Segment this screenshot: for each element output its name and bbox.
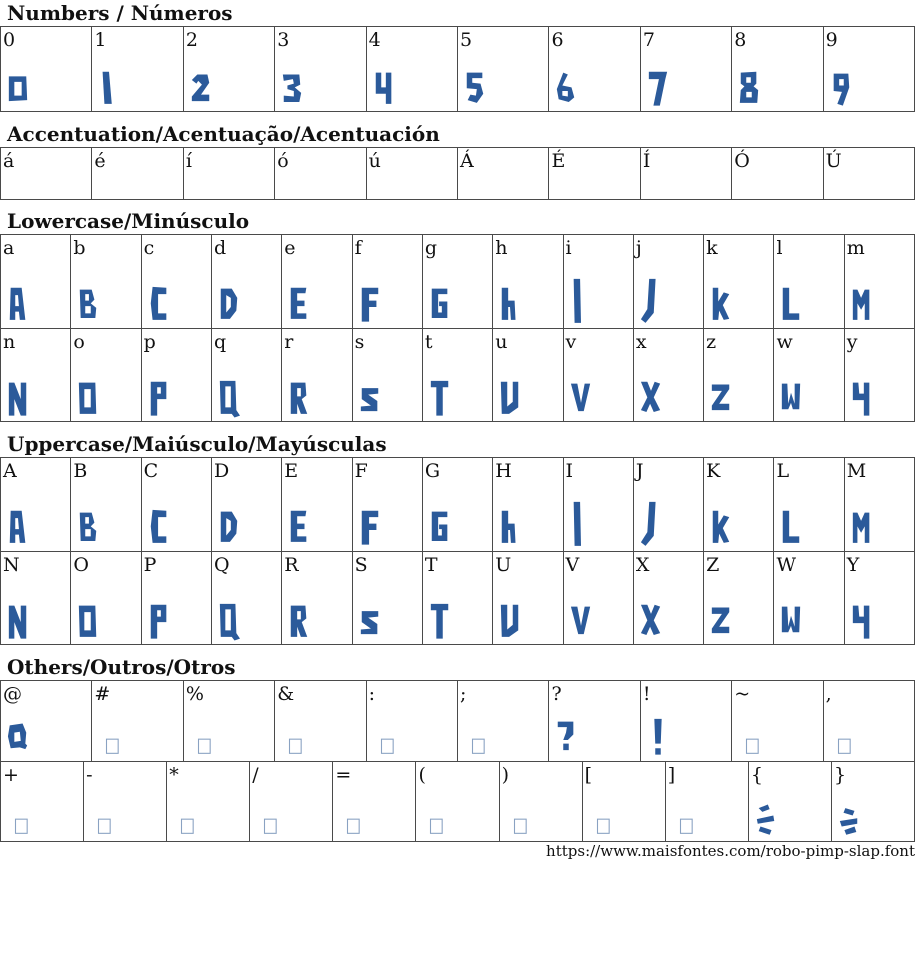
- glyph-sample: [218, 285, 240, 324]
- glyph-cell: [212, 329, 282, 423]
- glyph-cell: [493, 552, 563, 646]
- missing-glyph-icon: [287, 723, 307, 757]
- glyph-label: D: [213, 460, 230, 482]
- glyph-sample: [710, 508, 732, 547]
- glyph-label: i: [565, 237, 572, 259]
- glyph-sample: [7, 718, 29, 757]
- glyph-cell: [493, 235, 563, 329]
- glyph-cell: [774, 329, 844, 423]
- glyph-label: m: [846, 237, 865, 259]
- glyph-cell: [282, 552, 352, 646]
- glyph-sample: [359, 379, 381, 418]
- glyph-sample: [499, 285, 521, 324]
- glyph-cell: [275, 27, 366, 112]
- glyph-label: ,: [825, 683, 832, 705]
- glyph-label: +: [3, 763, 19, 786]
- glyph-cell: [142, 235, 212, 329]
- glyph-label: -: [86, 763, 93, 786]
- glyph-cell: [749, 762, 832, 843]
- glyph-sample: [640, 379, 662, 418]
- glyph-label: 4: [368, 29, 381, 51]
- glyph-label: E: [284, 460, 299, 482]
- accentuation-grid: [0, 147, 915, 200]
- glyph-label: U: [495, 553, 512, 576]
- glyph-cell: [549, 148, 640, 200]
- glyph-label: *: [169, 763, 179, 786]
- glyph-sample: [77, 285, 99, 324]
- glyph-cell: [774, 552, 844, 646]
- glyph-sample: [77, 508, 99, 547]
- glyph-cell: [1, 458, 71, 552]
- glyph-sample: [780, 508, 802, 547]
- glyph-cell: [353, 235, 423, 329]
- glyph-cell: [666, 762, 749, 843]
- glyph-cell: [641, 681, 732, 762]
- glyph-sample: [647, 69, 669, 108]
- glyph-sample: [780, 379, 802, 418]
- glyph-sample: [640, 278, 662, 324]
- glyph-label: I: [565, 460, 574, 482]
- glyph-cell: [92, 148, 183, 200]
- glyph-cell: [1, 552, 71, 646]
- glyph-label: Ó: [734, 150, 750, 172]
- glyph-label: 9: [825, 29, 838, 51]
- glyph-label: }: [833, 763, 847, 786]
- missing-glyph-icon: [428, 803, 448, 837]
- glyph-label: C: [143, 460, 159, 482]
- glyph-cell: [184, 148, 275, 200]
- missing-glyph-icon: [836, 723, 856, 757]
- glyph-cell: [704, 552, 774, 646]
- glyph-sample: [555, 69, 577, 108]
- glyph-cell: [1, 148, 92, 200]
- glyph-cell: [167, 762, 250, 843]
- glyph-cell: [824, 681, 915, 762]
- glyph-cell: [212, 458, 282, 552]
- others-grid: [0, 680, 915, 842]
- glyph-label: X: [635, 553, 650, 576]
- glyph-sample: [570, 379, 592, 418]
- numbers-grid: [0, 26, 915, 112]
- glyph-cell: [84, 762, 167, 843]
- glyph-label: A: [3, 460, 17, 482]
- glyph-sample: [373, 69, 395, 108]
- glyph-label: (: [418, 763, 426, 786]
- glyph-cell: [641, 27, 732, 112]
- missing-glyph-icon: [179, 803, 199, 837]
- missing-glyph-icon: [595, 803, 615, 837]
- glyph-sample: [570, 278, 592, 324]
- glyph-cell: [282, 329, 352, 423]
- glyph-label: !: [642, 683, 651, 705]
- glyph-cell: [367, 148, 458, 200]
- glyph-label: b: [73, 237, 86, 259]
- glyph-cell: [367, 27, 458, 112]
- glyph-label: t: [424, 330, 433, 353]
- glyph-label: w: [776, 330, 793, 353]
- glyph-sample: [464, 69, 486, 108]
- glyph-label: r: [284, 330, 294, 353]
- glyph-label: W: [776, 553, 796, 576]
- glyph-sample: [148, 379, 170, 418]
- glyph-label: ú: [368, 150, 381, 172]
- glyph-cell: [142, 552, 212, 646]
- glyph-sample: [148, 602, 170, 641]
- glyph-sample: [7, 379, 29, 418]
- glyph-sample: [359, 602, 381, 641]
- glyph-sample: [499, 379, 521, 418]
- glyph-label: u: [495, 330, 508, 353]
- glyph-cell: [500, 762, 583, 843]
- glyph-cell: [92, 27, 183, 112]
- glyph-cell: [824, 148, 915, 200]
- glyph-sample: [640, 501, 662, 547]
- glyph-cell: [564, 235, 634, 329]
- uppercase-grid: [0, 457, 915, 645]
- glyph-label: c: [143, 237, 155, 259]
- glyph-sample: [851, 508, 873, 547]
- glyph-label: [: [584, 763, 593, 786]
- glyph-sample: [218, 508, 240, 547]
- glyph-label: /: [252, 763, 259, 786]
- glyph-cell: [423, 552, 493, 646]
- font-source-link[interactable]: https://www.maisfontes.com/robo-pimp-slap.font: [546, 842, 915, 860]
- missing-glyph-icon: [96, 803, 116, 837]
- glyph-label: G: [424, 460, 441, 482]
- glyph-cell: [184, 681, 275, 762]
- glyph-cell: [353, 458, 423, 552]
- glyph-label: V: [565, 553, 580, 576]
- glyph-sample: [218, 602, 240, 641]
- glyph-cell: [549, 681, 640, 762]
- glyph-label: {: [750, 763, 763, 786]
- glyph-cell: [845, 458, 915, 552]
- glyph-cell: [774, 235, 844, 329]
- glyph-cell: [845, 329, 915, 423]
- glyph-sample: [640, 602, 662, 641]
- missing-glyph-icon: [470, 723, 490, 757]
- glyph-label: ~: [734, 683, 751, 705]
- glyph-cell: [493, 458, 563, 552]
- glyph-row: [1, 235, 915, 329]
- glyph-cell: [845, 235, 915, 329]
- glyph-sample: [77, 602, 99, 641]
- glyph-cell: [732, 27, 823, 112]
- glyph-sample: [429, 508, 451, 547]
- glyph-label: a: [3, 237, 15, 259]
- glyph-label: ;: [460, 683, 467, 705]
- glyph-sample: [830, 69, 852, 108]
- glyph-label: ): [501, 763, 509, 786]
- missing-glyph-icon: [512, 803, 532, 837]
- glyph-sample: [288, 602, 310, 641]
- glyph-label: Í: [642, 150, 651, 172]
- glyph-sample: [555, 718, 577, 757]
- glyph-label: p: [143, 330, 156, 353]
- glyph-label: Á: [460, 150, 474, 172]
- glyph-sample: [499, 508, 521, 547]
- glyph-cell: [564, 329, 634, 423]
- glyph-label: j: [635, 237, 642, 259]
- glyph-cell: [774, 458, 844, 552]
- glyph-cell: [353, 329, 423, 423]
- glyph-sample: [570, 602, 592, 641]
- glyph-label: y: [846, 330, 858, 353]
- glyph-cell: [634, 552, 704, 646]
- glyph-label: 8: [734, 29, 747, 51]
- glyph-sample: [429, 285, 451, 324]
- missing-glyph-icon: [104, 723, 124, 757]
- glyph-label: x: [635, 330, 647, 353]
- glyph-label: T: [424, 553, 438, 576]
- glyph-sample: [359, 508, 381, 547]
- glyph-label: o: [73, 330, 85, 353]
- missing-glyph-icon: [678, 803, 698, 837]
- glyph-sample: [429, 379, 451, 418]
- glyph-sample: [148, 285, 170, 324]
- glyph-cell: [493, 329, 563, 423]
- glyph-cell: [549, 27, 640, 112]
- missing-glyph-icon: [13, 803, 33, 837]
- glyph-label: 3: [277, 29, 290, 51]
- glyph-label: M: [846, 460, 867, 482]
- glyph-label: q: [213, 330, 227, 353]
- glyph-cell: [583, 762, 666, 843]
- glyph-sample: [851, 379, 873, 418]
- section-title-uppercase: Uppercase/Maiúsculo/Mayúsculas: [7, 432, 387, 456]
- glyph-sample: [218, 379, 240, 418]
- glyph-sample: [851, 285, 873, 324]
- glyph-cell: [71, 235, 141, 329]
- glyph-label: á: [3, 150, 15, 172]
- glyph-cell: [832, 762, 915, 843]
- glyph-cell: [282, 458, 352, 552]
- glyph-sample: [710, 602, 732, 641]
- glyph-sample: [7, 602, 29, 641]
- glyph-cell: [275, 148, 366, 200]
- glyph-cell: [250, 762, 333, 843]
- section-title-accentuation: Accentuation/Acentuação/Acentuación: [7, 122, 440, 146]
- glyph-label: F: [354, 460, 368, 482]
- glyph-sample: [288, 379, 310, 418]
- glyph-row: [1, 552, 915, 646]
- glyph-label: Q: [213, 553, 230, 576]
- glyph-label: ]: [667, 763, 676, 786]
- glyph-cell: [704, 329, 774, 423]
- glyph-label: k: [706, 237, 718, 259]
- glyph-label: f: [354, 237, 362, 259]
- glyph-label: Ú: [825, 150, 842, 172]
- glyph-cell: [564, 458, 634, 552]
- missing-glyph-icon: [744, 723, 764, 757]
- glyph-label: s: [354, 330, 365, 353]
- glyph-cell: [282, 235, 352, 329]
- glyph-sample: [838, 799, 860, 838]
- glyph-cell: [1, 681, 92, 762]
- glyph-row: [1, 27, 915, 112]
- glyph-sample: [780, 602, 802, 641]
- glyph-cell: [92, 681, 183, 762]
- glyph-sample: [647, 718, 669, 757]
- glyph-sample: [570, 501, 592, 547]
- glyph-sample: [780, 285, 802, 324]
- glyph-label: g: [424, 237, 438, 259]
- missing-glyph-icon: [345, 803, 365, 837]
- glyph-label: O: [73, 553, 89, 576]
- glyph-row: [1, 329, 915, 423]
- glyph-cell: [184, 27, 275, 112]
- glyph-label: e: [284, 237, 296, 259]
- glyph-cell: [367, 681, 458, 762]
- glyph-row: [1, 148, 915, 200]
- glyph-sample: [7, 508, 29, 547]
- glyph-cell: [641, 148, 732, 200]
- glyph-label: R: [284, 553, 299, 576]
- glyph-cell: [275, 681, 366, 762]
- glyph-sample: [755, 799, 777, 838]
- glyph-sample: [499, 602, 521, 641]
- glyph-cell: [353, 552, 423, 646]
- glyph-cell: [71, 458, 141, 552]
- glyph-label: d: [213, 237, 227, 259]
- glyph-label: @: [3, 683, 22, 705]
- section-title-numbers: Numbers / Números: [7, 1, 233, 25]
- glyph-label: Z: [706, 553, 720, 576]
- glyph-label: 5: [460, 29, 473, 51]
- glyph-cell: [1, 762, 84, 843]
- glyph-row: [1, 762, 915, 843]
- glyph-label: É: [551, 150, 566, 172]
- glyph-sample: [7, 69, 29, 108]
- glyph-label: L: [776, 460, 790, 482]
- glyph-label: S: [354, 553, 368, 576]
- glyph-label: l: [776, 237, 783, 259]
- glyph-label: é: [94, 150, 106, 172]
- glyph-label: n: [3, 330, 16, 353]
- glyph-cell: [1, 235, 71, 329]
- glyph-label: 7: [642, 29, 655, 51]
- missing-glyph-icon: [196, 723, 216, 757]
- glyph-sample: [148, 508, 170, 547]
- glyph-cell: [824, 27, 915, 112]
- glyph-cell: [423, 235, 493, 329]
- glyph-cell: [704, 458, 774, 552]
- glyph-cell: [634, 329, 704, 423]
- glyph-row: [1, 458, 915, 552]
- glyph-label: 0: [3, 29, 16, 51]
- glyph-label: N: [3, 553, 20, 576]
- glyph-cell: [1, 27, 92, 112]
- glyph-label: K: [706, 460, 721, 482]
- glyph-cell: [732, 148, 823, 200]
- glyph-sample: [359, 285, 381, 324]
- glyph-sample: [77, 379, 99, 418]
- glyph-cell: [634, 235, 704, 329]
- glyph-label: #: [94, 683, 111, 705]
- glyph-cell: [71, 552, 141, 646]
- glyph-label: H: [495, 460, 512, 482]
- missing-glyph-icon: [262, 803, 282, 837]
- glyph-label: v: [565, 330, 577, 353]
- glyph-sample: [851, 602, 873, 641]
- glyph-cell: [423, 458, 493, 552]
- glyph-sample: [288, 285, 310, 324]
- glyph-label: ?: [551, 683, 562, 705]
- glyph-label: 2: [185, 29, 198, 51]
- glyph-label: :: [368, 683, 376, 705]
- glyph-row: [1, 681, 915, 762]
- glyph-cell: [704, 235, 774, 329]
- glyph-cell: [458, 681, 549, 762]
- glyph-label: &: [277, 683, 295, 705]
- glyph-sample: [98, 69, 120, 108]
- glyph-cell: [845, 552, 915, 646]
- glyph-label: %: [185, 683, 204, 705]
- glyph-label: =: [335, 763, 352, 786]
- glyph-sample: [190, 69, 212, 108]
- glyph-label: 6: [551, 29, 564, 51]
- glyph-cell: [212, 235, 282, 329]
- section-title-lowercase: Lowercase/Minúsculo: [7, 209, 250, 233]
- glyph-sample: [710, 379, 732, 418]
- glyph-cell: [212, 552, 282, 646]
- glyph-cell: [416, 762, 499, 843]
- glyph-sample: [710, 285, 732, 324]
- glyph-cell: [333, 762, 416, 843]
- glyph-label: Y: [846, 553, 860, 576]
- lowercase-grid: [0, 234, 915, 422]
- glyph-cell: [634, 458, 704, 552]
- glyph-label: B: [73, 460, 88, 482]
- glyph-cell: [458, 148, 549, 200]
- glyph-label: z: [706, 330, 717, 353]
- glyph-label: h: [495, 237, 508, 259]
- glyph-cell: [458, 27, 549, 112]
- glyph-label: 1: [94, 29, 107, 51]
- glyph-cell: [142, 329, 212, 423]
- glyph-sample: [7, 285, 29, 324]
- glyph-cell: [732, 681, 823, 762]
- glyph-cell: [142, 458, 212, 552]
- glyph-cell: [564, 552, 634, 646]
- glyph-sample: [738, 69, 760, 108]
- glyph-label: J: [635, 460, 644, 482]
- glyph-label: P: [143, 553, 157, 576]
- glyph-label: í: [185, 150, 192, 172]
- glyph-cell: [1, 329, 71, 423]
- glyph-sample: [429, 602, 451, 641]
- section-title-others: Others/Outros/Otros: [7, 655, 236, 679]
- glyph-sample: [281, 69, 303, 108]
- glyph-sample: [288, 508, 310, 547]
- glyph-cell: [71, 329, 141, 423]
- glyph-cell: [423, 329, 493, 423]
- missing-glyph-icon: [379, 723, 399, 757]
- glyph-label: ó: [277, 150, 289, 172]
